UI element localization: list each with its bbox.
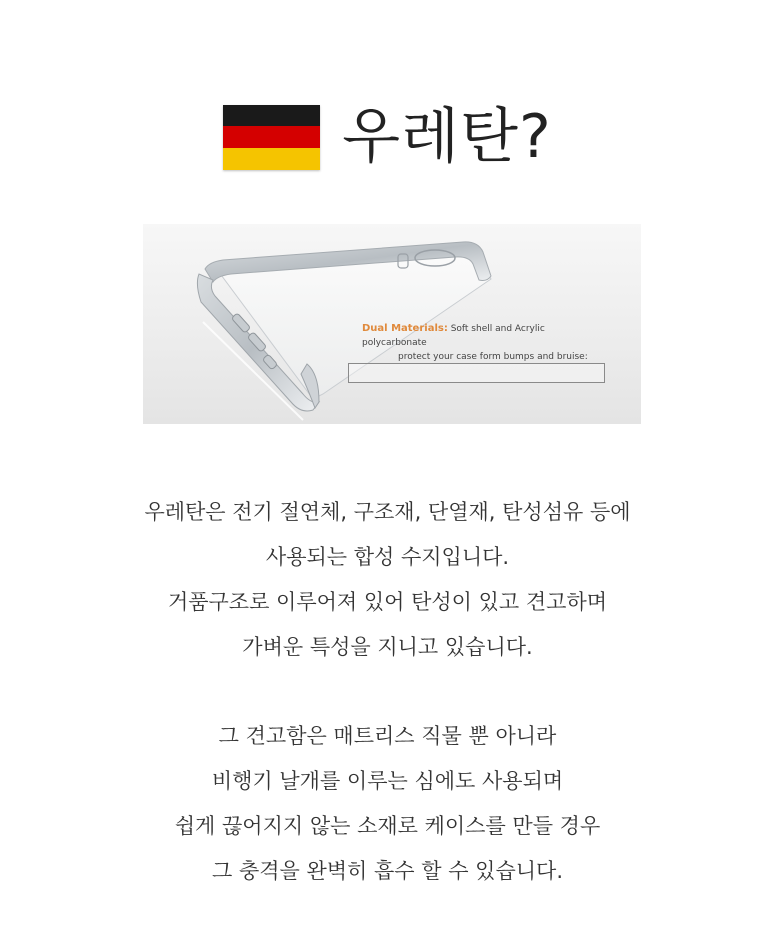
paragraph-line: 그 충격을 완벽히 흡수 할 수 있습니다. <box>211 859 564 883</box>
callout-box <box>348 363 605 383</box>
callout-text <box>362 322 602 364</box>
paragraph-line: 그 견고함은 매트리스 직물 뿐 아니라 <box>218 724 557 748</box>
paragraph-line: 거품구조로 이루어져 있어 탄성이 있고 견고하며 <box>167 590 608 614</box>
title-row <box>0 92 775 182</box>
paragraph-line: 사용되는 합성 수지입니다. <box>265 545 510 569</box>
flag-stripe-red <box>223 126 320 148</box>
description-paragraph-2 <box>0 714 775 894</box>
paragraph-line: 우레탄은 전기 절연체, 구조재, 단열재, 탄성섬유 등에 <box>144 500 631 524</box>
paragraph-line: 쉽게 끊어지지 않는 소재로 케이스를 만들 경우 <box>174 814 601 838</box>
callout-line2: protect your case form bumps and bruise: <box>398 352 588 362</box>
paragraph-line: 가벼운 특성을 지니고 있습니다. <box>242 635 533 659</box>
flag-stripe-black <box>223 105 320 127</box>
paragraph-line: 비행기 날개를 이루는 심에도 사용되며 <box>211 769 564 793</box>
germany-flag-icon <box>223 105 320 170</box>
product-image <box>143 224 641 424</box>
callout-highlight: Dual Materials: <box>362 323 448 334</box>
description-paragraph-1 <box>0 490 775 670</box>
callout-body: Soft shell and Acrylic polycarbonate <box>362 324 545 348</box>
page-title: 우레탄? <box>342 102 552 172</box>
flag-stripe-gold <box>223 148 320 170</box>
